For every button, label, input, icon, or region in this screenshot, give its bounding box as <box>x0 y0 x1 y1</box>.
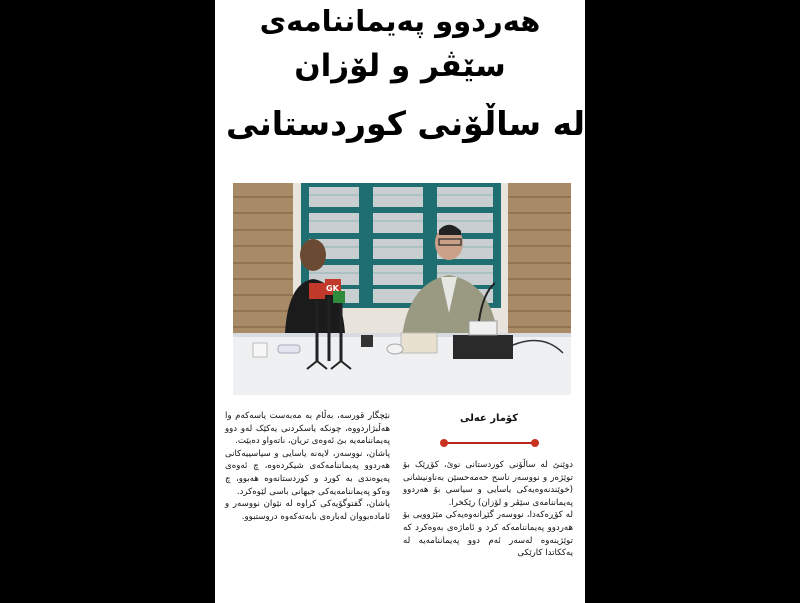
right-paragraph-2: لە کۆڕەکەدا، نووسەر گێڕانەوەیەکی مێژوویی بۆ هەردوو پەیماننامەکە کرد و ئاماژەی بەوەکرد کە توێژینەوە لەسەر ئەم دوو پەیماننامەیە لە یەککاتدا کارێکی <box>403 510 573 559</box>
headline-line-2: سێڤر و لۆزان <box>294 48 506 84</box>
headline-line-3: لە ساڵۆنی کوردستانی نوێ <box>151 104 585 143</box>
left-paragraph-2: پاشان، نووسەر، لایەنە یاسایی و سیاسییەکانی هەردوو پەیماننامەکەی شیکردەوە، چ ئەوەی پەیوەندی بە کورد و کوردستانەوە هەبوو، چ وەکو پەیماننامەیەکی جیهانی باسی لێوەکرد. <box>225 448 390 497</box>
left-paragraph-3: پاشان، گفتوگۆیەکی کراوە لە نێوان نووسەر و ئامادەبووان لەبارەی بابەتەکەوە دروستبوو. <box>225 499 390 522</box>
right-paragraph-1: دوێنێ لە ساڵۆنی کوردستانی نوێ، کۆڕێک بۆ توێژەر و نووسەر ناسح حەمەحسێن بەناونیشانی (خوێندنەوەیەکی یاسایی و سیاسی بۆ هەردوو پەیماننامەی سێڤر و لۆزان) رێکخرا. <box>403 460 573 508</box>
byline-dot-right <box>531 439 539 447</box>
byline-divider <box>443 442 535 444</box>
article-column-left <box>225 410 390 523</box>
byline: کۆمار عەلی <box>459 413 519 424</box>
newspaper-page <box>151 0 585 603</box>
byline-dot-left <box>440 439 448 447</box>
left-paragraph-1: نێچگار قورسە، بەڵام بە مەبەست یاسەکەم وا هەڵبژاردووە، چونکە یاسکردنی یەکێک لەو دوو پەیماننامەیە بێ ئەوەی تریان، ناتەواو دەبێت. <box>225 411 390 447</box>
event-photo <box>233 183 571 395</box>
article-column-right <box>403 459 573 560</box>
headline-line-1: هەردوو پەیماننامەی <box>259 4 541 38</box>
tv-logo-text: GK <box>326 284 339 293</box>
